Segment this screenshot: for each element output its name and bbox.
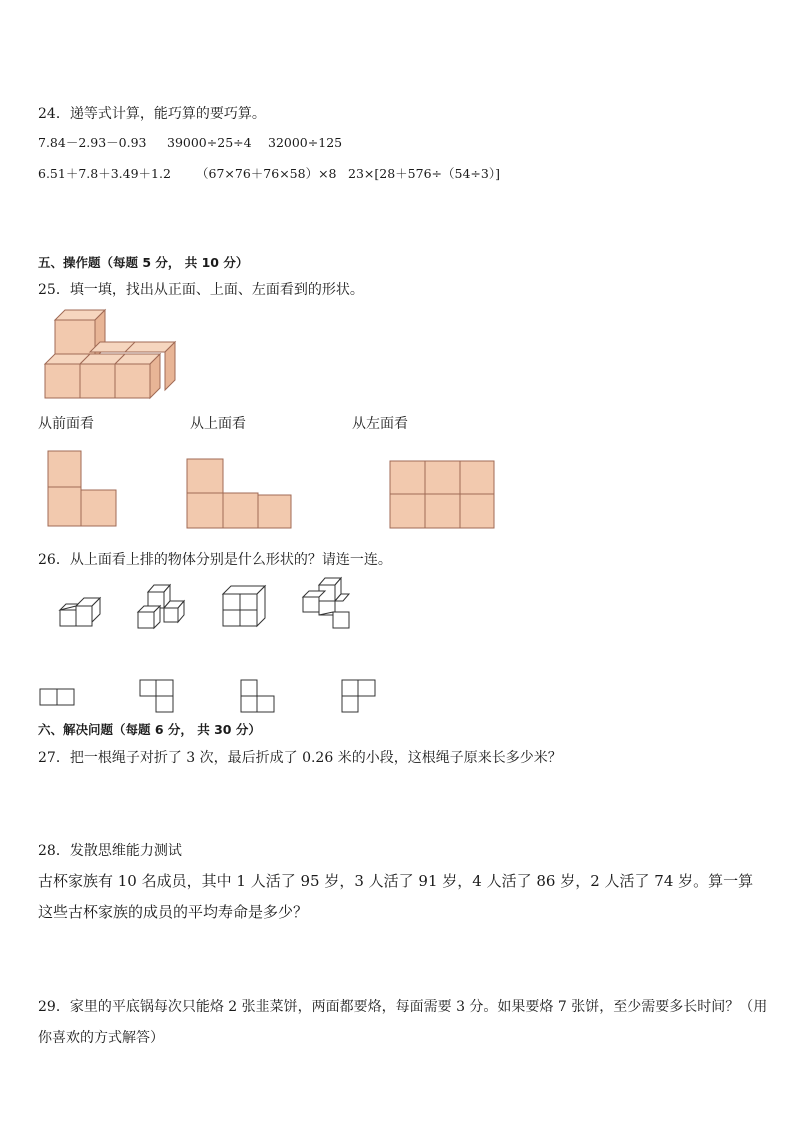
q25-label-top: 从上面看: [190, 416, 246, 432]
q28-line-1: 古杯家族有 10 名成员，其中 1 人活了 95 岁，3 人活了 91 岁，4 人活了 86 岁，2 人活了 74 岁。算一算: [38, 872, 754, 890]
q25-left-view: [389, 461, 497, 531]
q28-line-2: 这些古杯家族的成员的平均寿命是多少？: [38, 903, 309, 921]
q26-object-1: [58, 594, 104, 630]
q24-expr-2: 39000÷25÷4: [167, 135, 252, 150]
q26-object-3: [221, 584, 269, 630]
q29-line-1: 29．家里的平底锅每次只能烙 2 张韭菜饼，两面都要烙，每面需要 3 分。如果要烙 7 张饼，至少需要多长时间？（用: [38, 999, 768, 1015]
q25-cube-figure: [40, 308, 175, 403]
q29-line-2: 你喜欢的方式解答）: [38, 1030, 164, 1046]
q25-front-view: [47, 451, 119, 529]
q26-object-4: [299, 577, 354, 631]
q25-top-view: [186, 459, 294, 531]
section-5-heading: 五、操作题（每题 5 分， 共 10 分）: [38, 255, 249, 270]
q25-label-left: 从左面看: [352, 416, 408, 432]
q24-title: 24．递等式计算，能巧算的要巧算。: [38, 106, 266, 122]
q24-expr-5: （67×76＋76×58）×8: [196, 166, 337, 181]
q26-shape-c: [240, 679, 278, 715]
q26-shape-b: [139, 679, 177, 715]
q24-expr-3: 32000÷125: [268, 135, 343, 150]
q24-expr-1: 7.84－2.93－0.93: [38, 135, 147, 150]
q26-title: 26．从上面看上排的物体分别是什么形状的？请连一连。: [38, 552, 392, 568]
q27-text: 27．把一根绳子对折了 3 次，最后折成了 0.26 米的小段，这根绳子原来长多少米？: [38, 750, 562, 766]
section-6-heading: 六、解决问题（每题 6 分， 共 30 分）: [38, 722, 261, 737]
q25-label-front: 从前面看: [38, 416, 94, 432]
q26-shape-d: [341, 679, 379, 715]
q24-expr-6: 23×[28＋576÷（54÷3）]: [348, 166, 500, 181]
q28-title: 28．发散思维能力测试: [38, 843, 182, 859]
q24-expr-4: 6.51＋7.8＋3.49＋1.2: [38, 166, 171, 181]
q26-shape-a: [39, 688, 77, 708]
q26-object-2: [136, 582, 188, 632]
q25-title: 25．填一填，找出从正面、上面、左面看到的形状。: [38, 282, 364, 298]
